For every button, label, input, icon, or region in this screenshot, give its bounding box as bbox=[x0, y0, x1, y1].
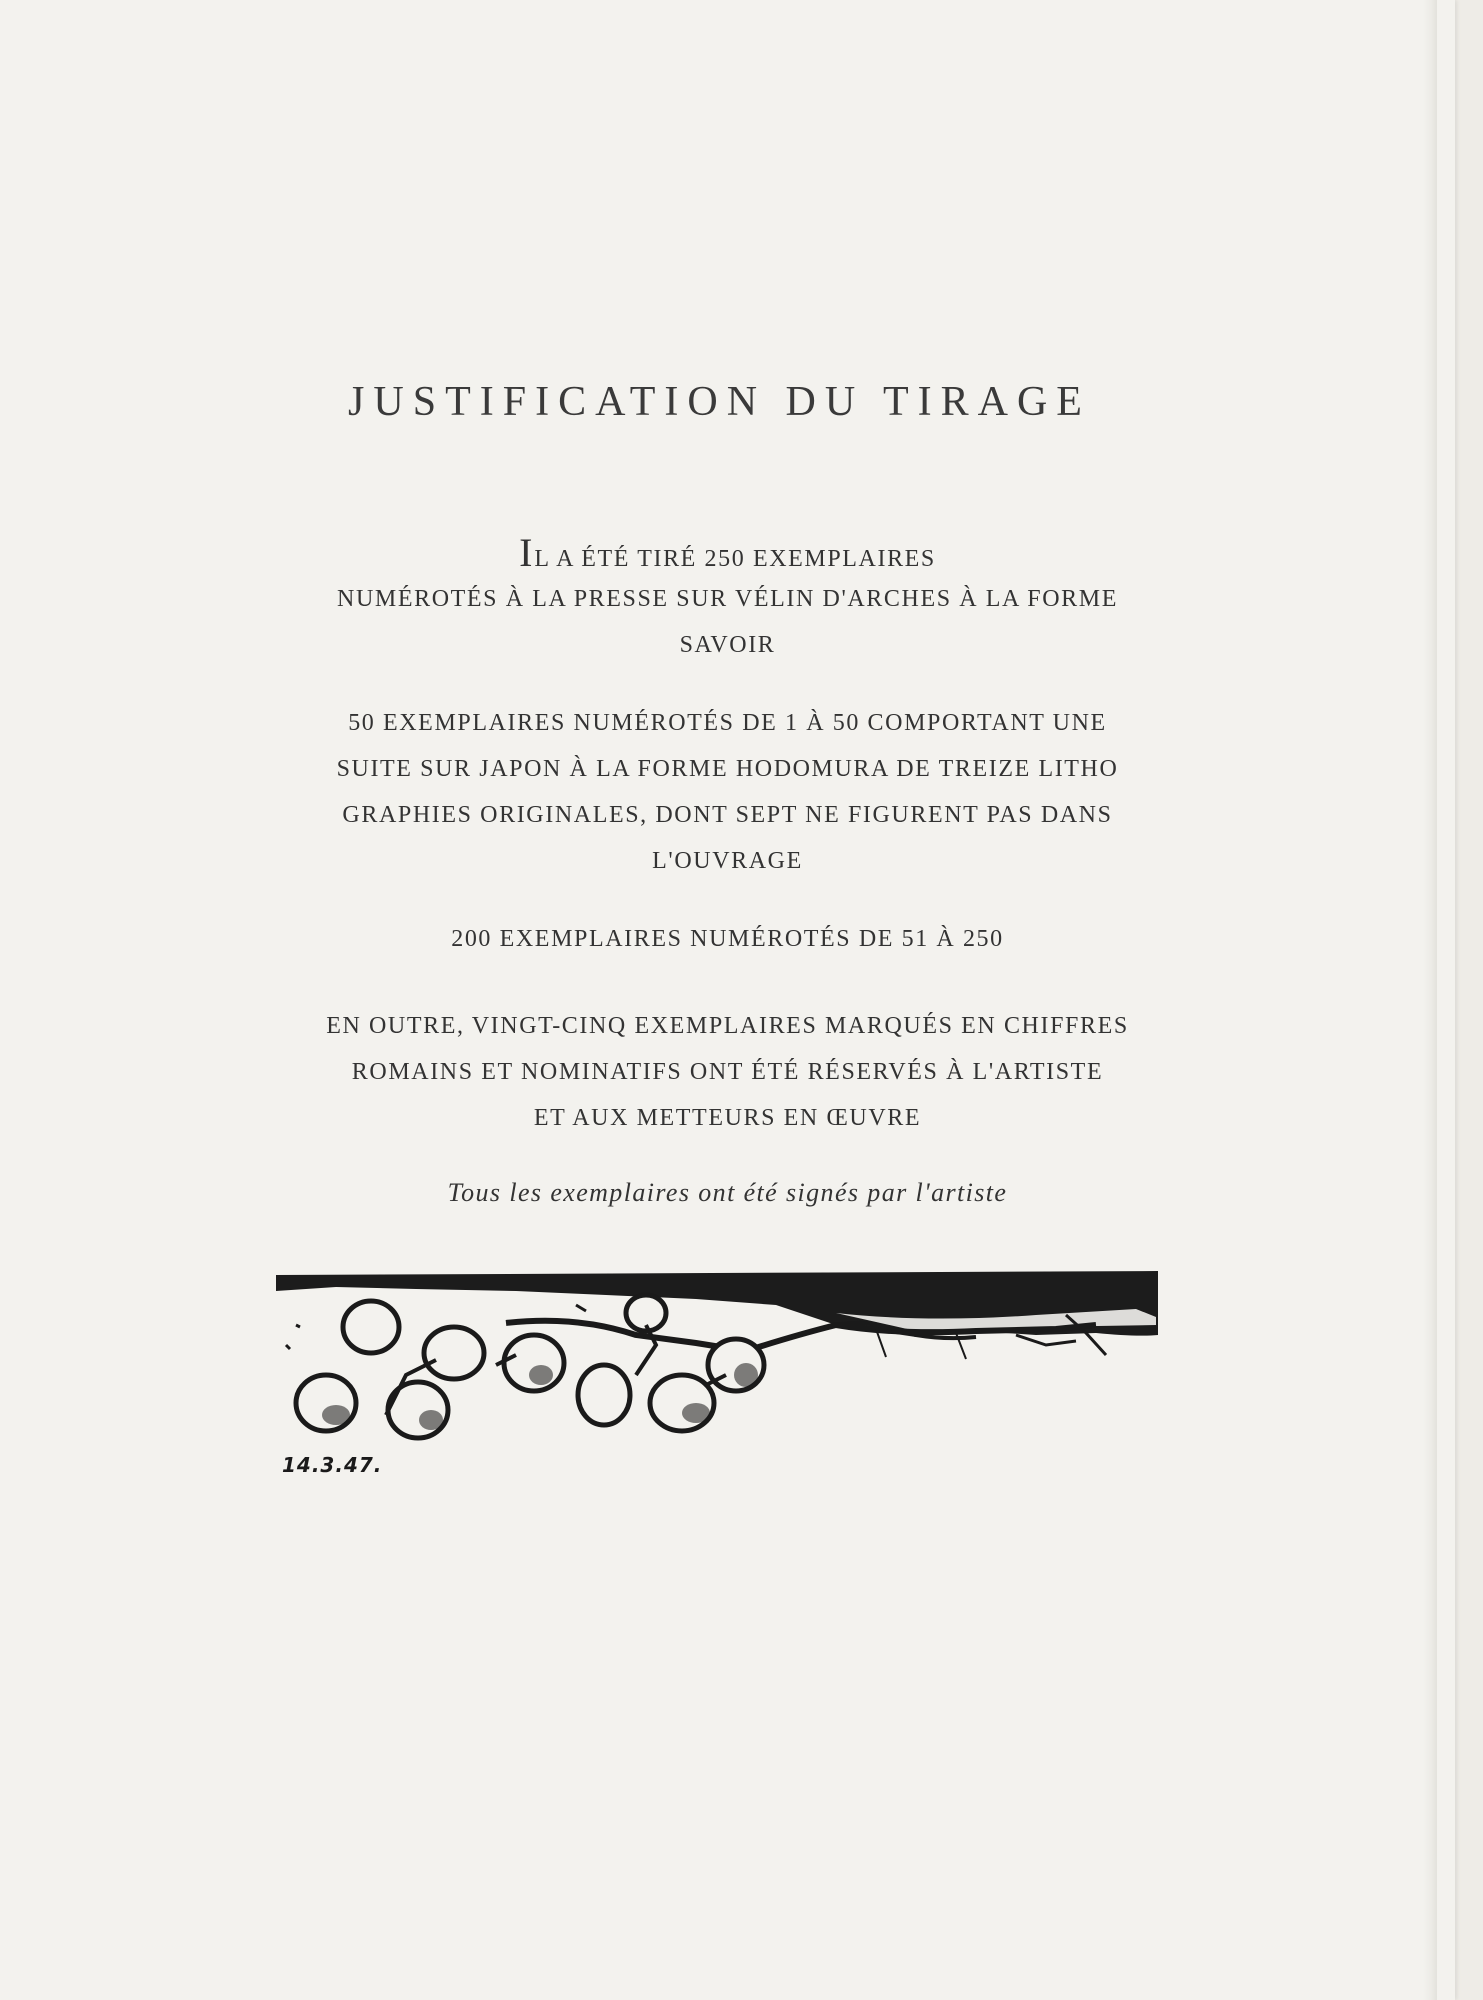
page-title: JUSTIFICATION DU TIRAGE bbox=[348, 379, 1091, 425]
hors-line-2: ROMAINS ET NOMINATIFS ONT ÉTÉ RÉSERVÉS À L'ARTISTE bbox=[351, 1059, 1104, 1085]
japon-edition-paragraph bbox=[0, 700, 1455, 884]
drop-cap: I bbox=[519, 530, 535, 575]
intro-line-1-text: L A ÉTÉ TIRÉ 250 EXEMPLAIRES bbox=[534, 546, 936, 572]
hors-line-3: ET AUX METTEURS EN ŒUVRE bbox=[533, 1105, 922, 1131]
hors-commerce-paragraph bbox=[0, 1003, 1455, 1141]
intro-line-2: NUMÉROTÉS À LA PRESSE SUR VÉLIN D'ARCHES À LA FORME bbox=[337, 586, 1118, 612]
japon-line-2: SUITE SUR JAPON À LA FORME HODOMURA DE TREIZE LITHO bbox=[336, 756, 1119, 782]
velin-edition-paragraph bbox=[0, 916, 1455, 962]
japon-line-3: GRAPHIES ORIGINALES, DONT SEPT NE FIGURENT PAS DANS bbox=[342, 802, 1113, 828]
japon-line-4: L'OUVRAGE bbox=[652, 848, 803, 874]
grapes-drawing bbox=[276, 1265, 1158, 1487]
hors-line-1: EN OUTRE, VINGT-CINQ EXEMPLAIRES MARQUÉS EN CHIFFRES bbox=[326, 1013, 1129, 1039]
velin-line-1: 200 EXEMPLAIRES NUMÉROTÉS DE 51 À 250 bbox=[451, 926, 1004, 952]
japon-line-1: 50 EXEMPLAIRES NUMÉROTÉS DE 1 À 50 COMPORTANT UNE bbox=[348, 710, 1107, 736]
lithograph-illustration bbox=[276, 1265, 1158, 1487]
intro-line-3: SAVOIR bbox=[679, 632, 776, 658]
date-inscription: 14.3.47. bbox=[282, 1453, 383, 1477]
deckle-edge bbox=[1423, 0, 1437, 2000]
signature-note: Tous les exemplaires ont été signés par l'artiste bbox=[447, 1178, 1008, 1207]
intro-paragraph bbox=[0, 530, 1455, 668]
intro-line-1 bbox=[0, 530, 1455, 576]
